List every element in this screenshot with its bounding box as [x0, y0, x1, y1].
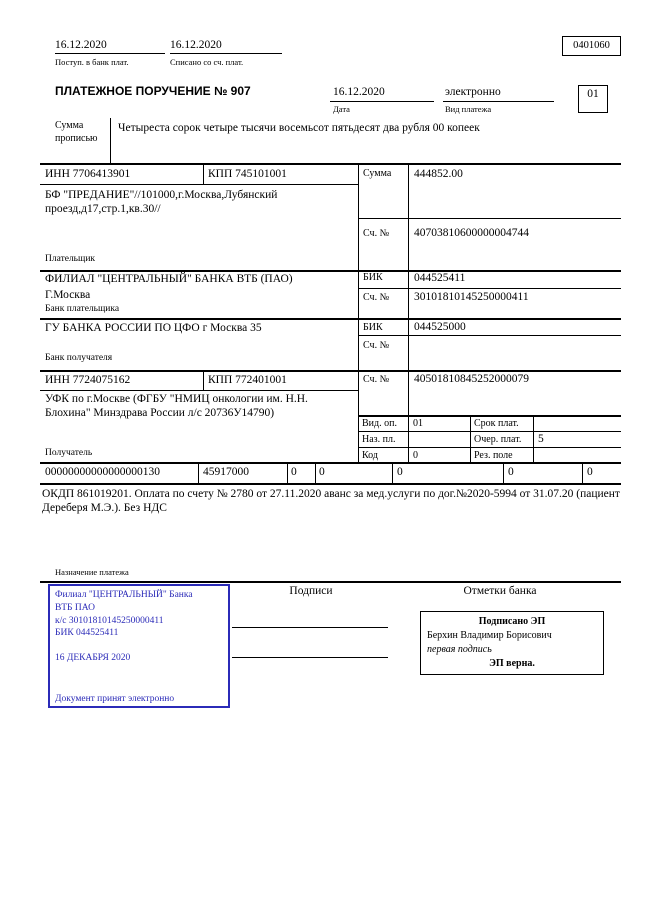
signature-line — [232, 657, 388, 658]
electronic-signature-box — [420, 611, 604, 675]
kbk-cell: 00000000000000000130 — [45, 466, 160, 478]
ocher-plat-value: 5 — [538, 433, 544, 445]
debited-date: 16.12.2020 — [170, 39, 222, 51]
amount-in-words: Четыреста сорок четыре тысячи восемьсот пятьдесят два рубля 00 копеек — [118, 122, 480, 134]
table-line — [358, 431, 621, 432]
kod-label: Код — [362, 450, 378, 461]
payer-bank-account-label: Сч. № — [363, 292, 390, 303]
payer-account: 40703810600000004744 — [414, 227, 529, 239]
table-line — [198, 462, 199, 483]
stamp-footer: Документ принят электронно — [55, 694, 175, 705]
stamp-line: ВТБ ПАО — [55, 602, 95, 613]
payer-label: Плательщик — [45, 254, 96, 264]
receiver-bank-bik-label: БИК — [363, 322, 383, 333]
table-line — [358, 447, 621, 448]
table-line — [503, 462, 504, 483]
vid-op-label: Вид. оп. — [362, 418, 397, 429]
table-line — [470, 415, 471, 462]
debited-date-label: Списано со сч. плат. — [170, 57, 244, 67]
ep-signer-name: Берхин Владимир Борисович — [427, 630, 552, 641]
table-line — [203, 370, 204, 390]
payer-bank-account: 30101810145250000411 — [414, 291, 529, 303]
table-line — [358, 163, 359, 462]
stamp-line: к/с 30101810145250000411 — [55, 615, 164, 626]
payment-purpose-text: ОКДП 861019201. Оплата по счету № 2780 от 27.11.2020 аванс за мед.услуги по дог.№2020-5994 от 31.07.20 (пациент Дереберя М.Э.). Без НДС — [42, 488, 620, 515]
debited-date-underline — [170, 53, 282, 54]
table-line — [287, 462, 288, 483]
amount-words-divider — [110, 118, 111, 163]
amount-label: Сумма — [363, 168, 392, 179]
table-line — [40, 370, 621, 372]
receiver-bank-name: ГУ БАНКА РОССИИ ПО ЦФО г Москва 35 — [45, 322, 262, 334]
ep-signature-kind: первая подпись — [427, 644, 492, 655]
tax-type-cell: 0 — [587, 466, 593, 478]
table-line — [203, 163, 204, 184]
payer-inn: ИНН 7706413901 — [45, 168, 131, 180]
stamp-line: Филиал "ЦЕНТРАЛЬНЫЙ" Банка — [55, 590, 193, 600]
vid-op-value: 01 — [413, 418, 423, 429]
rez-pole-label: Рез. поле — [474, 450, 513, 461]
bank-marks-title: Отметки банка — [463, 585, 537, 597]
table-line — [40, 163, 621, 165]
payer-bank-bik-label: БИК — [363, 272, 383, 283]
signature-line — [232, 627, 388, 628]
table-line — [392, 462, 393, 483]
payer-bank-name: ФИЛИАЛ "ЦЕНТРАЛЬНЫЙ" БАНКА ВТБ (ПАО) — [45, 273, 293, 285]
receiver-bank-account-label: Сч. № — [363, 340, 390, 351]
status-code: 01 — [587, 88, 599, 100]
receiver-account-label: Сч. № — [363, 374, 390, 385]
received-date: 16.12.2020 — [55, 39, 107, 51]
form-code-box — [562, 36, 621, 56]
amount-value: 444852.00 — [414, 168, 463, 180]
table-line — [408, 163, 409, 462]
receiver-account: 40501810845252000079 — [414, 373, 529, 385]
received-date-underline — [55, 53, 165, 54]
document-date-underline — [330, 101, 434, 102]
bank-stamp — [48, 584, 230, 708]
table-line — [40, 462, 621, 464]
table-line — [533, 415, 534, 462]
document-date: 16.12.2020 — [333, 86, 385, 98]
tax-period-cell: 0 — [319, 466, 325, 478]
receiver-kpp: КПП 772401001 — [208, 374, 287, 386]
tax-docnum-cell: 0 — [397, 466, 403, 478]
table-line — [358, 335, 621, 336]
stamp-line: БИК 044525411 — [55, 628, 119, 639]
tax-basis-cell: 0 — [291, 466, 297, 478]
table-line — [40, 483, 621, 485]
receiver-inn: ИНН 7724075162 — [45, 374, 131, 386]
table-line — [315, 462, 316, 483]
table-line — [358, 218, 621, 219]
payer-account-label: Сч. № — [363, 228, 390, 239]
table-line — [358, 288, 621, 289]
signatures-title: Подписи — [289, 585, 333, 597]
receiver-label: Получатель — [45, 448, 93, 458]
srok-plat-label: Срок плат. — [474, 418, 519, 429]
stamp-date: 16 ДЕКАБРЯ 2020 — [55, 653, 131, 664]
payment-kind: электронно — [445, 86, 501, 98]
payment-kind-label: Вид платежа — [445, 104, 492, 114]
table-line — [582, 462, 583, 483]
ocher-plat-label: Очер. плат. — [474, 434, 522, 445]
payer-kpp: КПП 745101001 — [208, 168, 287, 180]
table-line — [40, 318, 621, 320]
table-line — [40, 184, 358, 185]
ep-verdict: ЭП верна. — [489, 658, 535, 669]
received-date-label: Поступ. в банк плат. — [55, 57, 129, 67]
receiver-name: УФК по г.Москве (ФГБУ "НМИЦ онкологии им. Н.Н. Блохина" Минздрава России л/с 20736У14790) — [45, 393, 308, 420]
payment-purpose-label: Назначение платежа — [55, 567, 129, 577]
oktmo-cell: 45917000 — [203, 466, 249, 478]
form-code: 0401060 — [573, 40, 610, 51]
payer-bank-bik: 044525411 — [414, 272, 466, 284]
table-line — [40, 581, 621, 583]
payer-name: БФ "ПРЕДАНИЕ"//101000,г.Москва,Лубянский проезд,д17,стр.1,кв.30// — [45, 189, 278, 216]
payer-bank-label: Банк плательщика — [45, 304, 120, 314]
receiver-bank-bik: 044525000 — [414, 321, 466, 333]
table-line — [358, 415, 621, 417]
payment-kind-underline — [443, 101, 554, 102]
naz-pl-label: Наз. пл. — [362, 434, 396, 445]
receiver-bank-label: Банк получателя — [45, 353, 113, 363]
amount-words-label: Сумма прописью — [55, 120, 98, 144]
payer-bank-city: Г.Москва — [45, 289, 91, 301]
ep-title: Подписано ЭП — [478, 616, 546, 627]
tax-docdate-cell: 0 — [508, 466, 514, 478]
status-code-box — [578, 85, 608, 113]
table-line — [40, 390, 358, 391]
document-title: ПЛАТЕЖНОЕ ПОРУЧЕНИЕ № 907 — [55, 84, 251, 98]
kod-value: 0 — [413, 450, 418, 461]
document-date-label: Дата — [333, 104, 350, 114]
